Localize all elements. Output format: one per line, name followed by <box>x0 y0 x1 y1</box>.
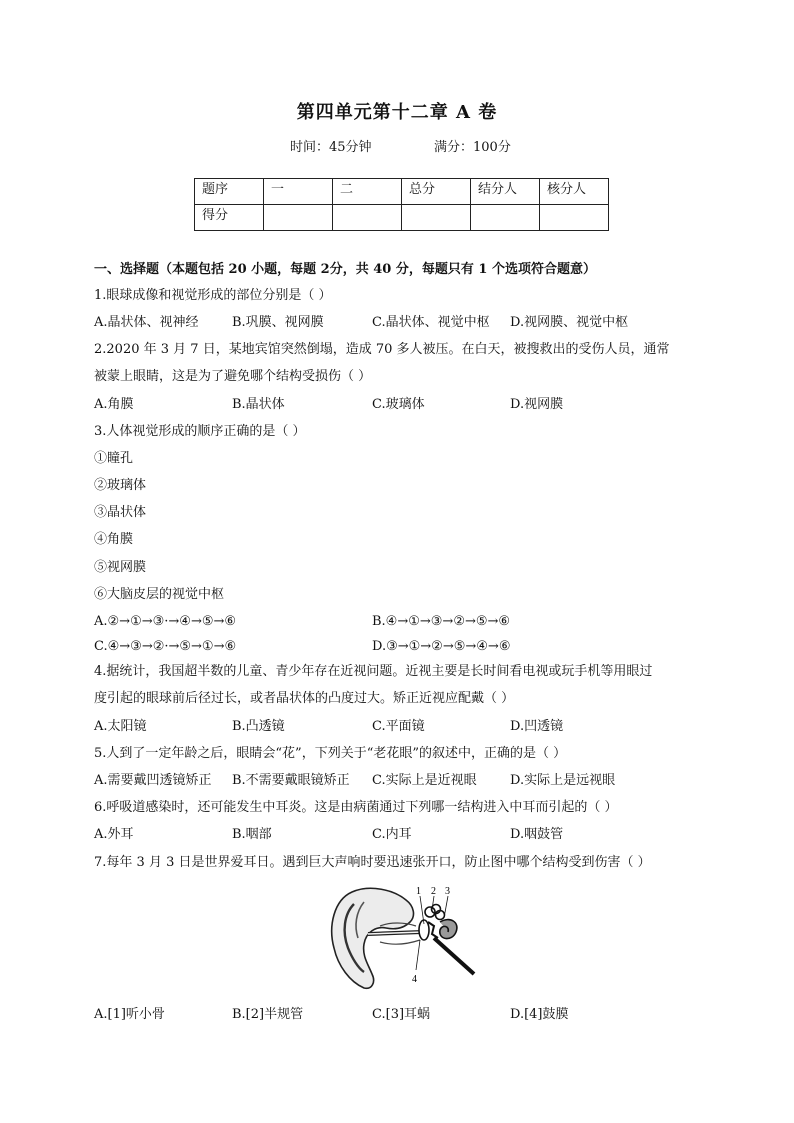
option-c[interactable]: C.[3]耳蜗 <box>372 1007 431 1022</box>
option-b[interactable]: B.晶状体 <box>232 397 285 412</box>
figure-label-3: 3 <box>445 886 450 897</box>
ear-diagram <box>324 882 476 992</box>
option-d[interactable]: D.咽鼓管 <box>510 827 564 842</box>
option-b[interactable]: B.④→①→③→②→⑤→⑥ <box>372 614 511 629</box>
option-d[interactable]: D.③→①→②→⑤→④→⑥ <box>372 639 511 654</box>
table-cell: 题序 <box>195 179 264 205</box>
option-a[interactable]: A.[1]听小骨 <box>94 1007 165 1022</box>
list-item: ③晶状体 <box>94 505 147 520</box>
option-d[interactable]: D.视网膜 <box>510 397 564 412</box>
table-cell: 一 <box>264 179 333 205</box>
question-stem: 6.呼吸道感染时，还可能发生中耳炎。这是由病菌通过下列哪一结构进入中耳而引起的（ ） <box>94 800 618 815</box>
exam-time: 时间：45分钟 <box>290 140 372 155</box>
option-c[interactable]: C.玻璃体 <box>372 397 425 412</box>
list-item: ④角膜 <box>94 532 134 547</box>
score-table <box>194 178 609 231</box>
table-cell[interactable] <box>540 205 609 231</box>
option-b[interactable]: B.不需要戴眼镜矫正 <box>232 773 350 788</box>
page-title: 第四单元第十二章 A 卷 <box>296 102 498 123</box>
option-a[interactable]: A.②→①→③·→④→⑤→⑥ <box>94 614 237 629</box>
table-cell[interactable] <box>264 205 333 231</box>
option-b[interactable]: B.凸透镜 <box>232 719 285 734</box>
option-c[interactable]: C.内耳 <box>372 827 412 842</box>
option-d[interactable]: D.视网膜、视觉中枢 <box>510 315 629 330</box>
option-a[interactable]: A.需要戴凹透镜矫正 <box>94 773 212 788</box>
ear-illustration <box>332 888 474 988</box>
option-c[interactable]: C.平面镜 <box>372 719 425 734</box>
table-cell: 二 <box>333 179 402 205</box>
option-d[interactable]: D.凹透镜 <box>510 719 564 734</box>
option-a[interactable]: A.角膜 <box>94 397 134 412</box>
question-stem: 2.2020 年 3 月 7 日，某地宾馆突然倒塌，造成 70 多人被压。在白天，被搜救出的受伤人员，通常 <box>94 342 670 357</box>
full-score: 满分：100分 <box>434 140 511 155</box>
question-stem: 7.每年 3 月 3 日是世界爱耳日。遇到巨大声响时要迅速张开口，防止图中哪个结构受到伤害（ ） <box>94 855 651 870</box>
table-cell[interactable] <box>402 205 471 231</box>
list-item: ⑤视网膜 <box>94 560 147 575</box>
table-cell[interactable] <box>471 205 540 231</box>
option-d[interactable]: D.[4]鼓膜 <box>510 1007 569 1022</box>
table-cell: 总分 <box>402 179 471 205</box>
option-a[interactable]: A.外耳 <box>94 827 134 842</box>
option-c[interactable]: C.④→③→②·→⑤→①→⑥ <box>94 639 237 654</box>
table-row <box>195 205 609 231</box>
question-stem-cont: 被蒙上眼睛，这是为了避免哪个结构受损伤（ ） <box>94 369 372 384</box>
question-stem: 3.人体视觉形成的顺序正确的是（ ） <box>94 424 306 439</box>
option-b[interactable]: B.巩膜、视网膜 <box>232 315 324 330</box>
figure-label-4: 4 <box>412 974 417 985</box>
table-cell[interactable] <box>333 205 402 231</box>
option-a[interactable]: A.晶状体、视神经 <box>94 315 199 330</box>
option-d[interactable]: D.实际上是远视眼 <box>510 773 616 788</box>
section-heading: 一、选择题（本题包括 20 小题，每题 2分，共 40 分，每题只有 1 个选项符合题意） <box>94 262 596 277</box>
table-row <box>195 179 609 205</box>
option-a[interactable]: A.太阳镜 <box>94 719 147 734</box>
list-item: ⑥大脑皮层的视觉中枢 <box>94 587 225 602</box>
question-stem: 1.眼球成像和视觉形成的部位分别是（ ） <box>94 288 332 303</box>
option-c[interactable]: C.实际上是近视眼 <box>372 773 477 788</box>
list-item: ①瞳孔 <box>94 451 134 466</box>
list-item: ②玻璃体 <box>94 478 147 493</box>
table-cell: 结分人 <box>471 179 540 205</box>
question-stem: 5.人到了一定年龄之后，眼睛会“花”，下列关于“老花眼”的叙述中，正确的是（ ） <box>94 746 567 761</box>
table-cell: 得分 <box>195 205 264 231</box>
figure-label-1: 1 <box>416 886 421 897</box>
option-c[interactable]: C.晶状体、视觉中枢 <box>372 315 490 330</box>
question-stem-cont: 度引起的眼球前后径过长，或者晶状体的凸度过大。矫正近视应配戴（ ） <box>94 691 515 706</box>
option-b[interactable]: B.咽部 <box>232 827 272 842</box>
figure-label-2: 2 <box>431 886 436 897</box>
table-cell: 核分人 <box>540 179 609 205</box>
option-b[interactable]: B.[2]半规管 <box>232 1007 304 1022</box>
question-stem: 4.据统计，我国超半数的儿童、青少年存在近视问题。近视主要是长时间看电视或玩手机等用眼过 <box>94 664 653 679</box>
